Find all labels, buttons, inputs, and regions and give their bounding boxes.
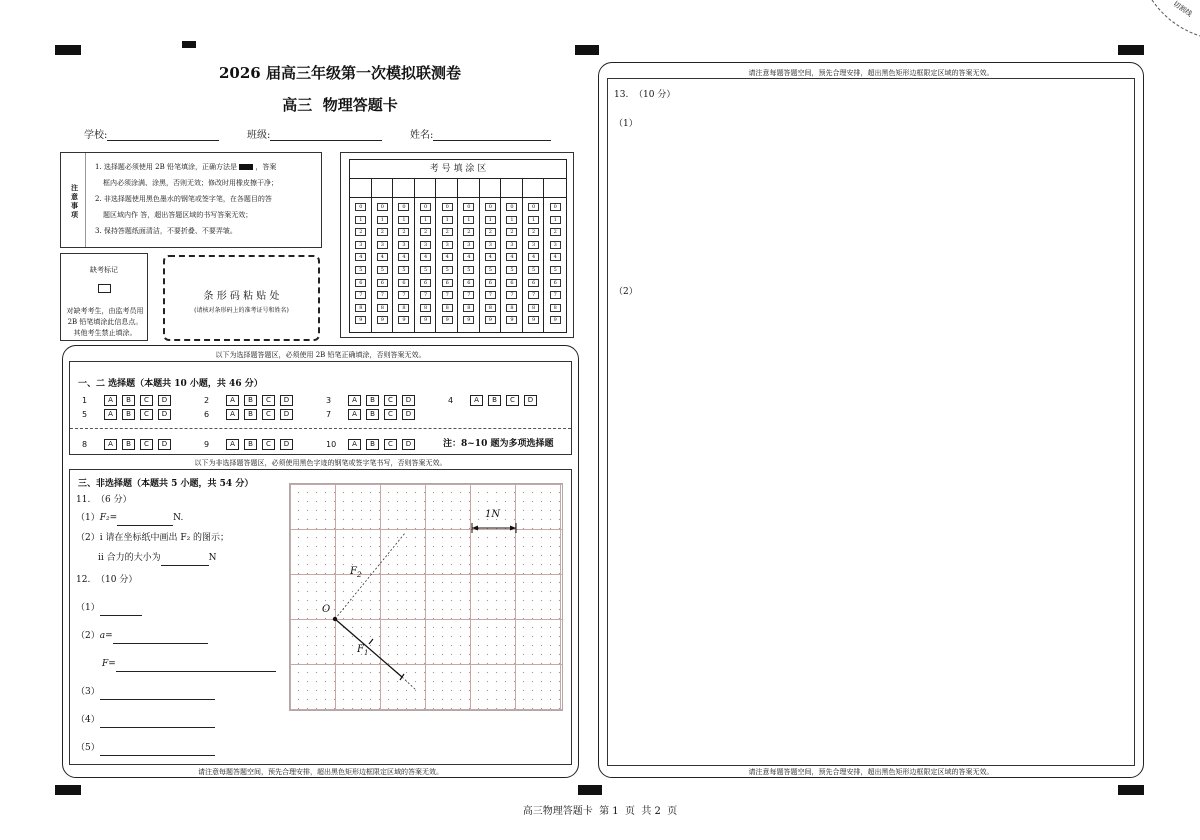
exam-id-bubble-4[interactable]: 4 bbox=[528, 253, 539, 261]
absent-title: 缺考标记 bbox=[90, 266, 118, 274]
exam-id-bubble-7[interactable]: 7 bbox=[485, 291, 496, 299]
q11-title: 11. （6 分） bbox=[76, 495, 132, 505]
exam-id-bubble-7[interactable]: 7 bbox=[528, 291, 539, 299]
multi-choice-note: 注：8~10 题为多项选择题 bbox=[443, 439, 554, 449]
origin-label: O bbox=[322, 604, 331, 615]
exam-id-bubble-9[interactable]: 9 bbox=[398, 316, 409, 324]
choice-option-d[interactable]: D bbox=[402, 395, 415, 406]
exam-id-write-cell[interactable] bbox=[501, 179, 522, 198]
choice-option-a[interactable]: A bbox=[226, 439, 239, 450]
f2-label: $F_2$ bbox=[350, 566, 362, 579]
school-field[interactable] bbox=[84, 126, 219, 141]
exam-id-bubble-6[interactable]: 6 bbox=[442, 279, 453, 287]
exam-id-column bbox=[393, 179, 415, 332]
exam-id-bubble-5[interactable]: 5 bbox=[442, 266, 453, 274]
f2-dashed-line bbox=[335, 533, 405, 619]
exam-id-bubble-9[interactable]: 9 bbox=[442, 316, 453, 324]
choice-question-number: 3 bbox=[326, 396, 332, 405]
exam-id-title: 考 号 填 涂 区 bbox=[350, 160, 566, 179]
force-diagram bbox=[290, 484, 562, 710]
exam-id-bubble-4[interactable]: 4 bbox=[355, 253, 366, 261]
exam-id-write-cell[interactable] bbox=[436, 179, 457, 198]
exam-id-bubble-7[interactable]: 7 bbox=[442, 291, 453, 299]
exam-id-write-cell[interactable] bbox=[480, 179, 501, 198]
exam-id-bubble-5[interactable]: 5 bbox=[420, 266, 431, 274]
exam-id-bubble-5[interactable]: 5 bbox=[528, 266, 539, 274]
choice-option-b[interactable]: B bbox=[366, 395, 379, 406]
exam-id-write-cell[interactable] bbox=[544, 179, 566, 198]
q11-part1: （1）F₂= N. bbox=[76, 510, 286, 530]
exam-id-column bbox=[415, 179, 437, 332]
exam-id-bubble-9[interactable]: 9 bbox=[485, 316, 496, 324]
q12-part1-blank[interactable] bbox=[100, 603, 142, 616]
absent-line-3: 其他考生禁止填涂。 bbox=[73, 329, 137, 337]
exam-id-bubble-6[interactable]: 6 bbox=[420, 279, 431, 287]
notes-box bbox=[60, 152, 322, 248]
exam-id-column bbox=[501, 179, 523, 332]
choice-divider bbox=[70, 428, 571, 429]
exam-id-write-cell[interactable] bbox=[393, 179, 414, 198]
exam-id-bubble-0[interactable]: 0 bbox=[442, 203, 453, 211]
exam-id-bubble-0[interactable]: 0 bbox=[550, 203, 561, 211]
choice-option-b[interactable]: B bbox=[366, 439, 379, 450]
choice-section bbox=[69, 361, 572, 455]
exam-id-bubble-0[interactable]: 0 bbox=[355, 203, 366, 211]
absent-checkbox[interactable] bbox=[98, 284, 111, 293]
exam-id-write-cell[interactable] bbox=[523, 179, 544, 198]
choice-option-c[interactable]: C bbox=[140, 409, 153, 420]
exam-id-bubble-8[interactable]: 8 bbox=[485, 304, 496, 312]
q13-part2: （2） bbox=[614, 287, 638, 297]
q12-part4: （4） bbox=[76, 712, 286, 740]
exam-id-bubble-3[interactable]: 3 bbox=[463, 241, 474, 249]
note-1a: 1. 选择题必须使用 2B 铅笔填涂，正确方法是 bbox=[95, 163, 237, 171]
exam-id-bubble-3[interactable]: 3 bbox=[398, 241, 409, 249]
absent-box bbox=[60, 253, 148, 341]
q12-part1: （1） bbox=[76, 600, 286, 628]
exam-id-bubble-7[interactable]: 7 bbox=[506, 291, 517, 299]
exam-id-bubble-2[interactable]: 2 bbox=[398, 228, 409, 236]
exam-id-column bbox=[350, 179, 372, 332]
exam-id-bubble-1[interactable]: 1 bbox=[485, 216, 496, 224]
q12-part3: （3） bbox=[76, 684, 286, 712]
exam-id-bubble-2[interactable]: 2 bbox=[420, 228, 431, 236]
choice-option-b[interactable]: B bbox=[488, 395, 501, 406]
note-1b: ，答案 bbox=[255, 163, 277, 171]
choice-option-c[interactable]: C bbox=[262, 439, 275, 450]
q11-part3: ii 合力的大小为 N bbox=[76, 550, 286, 572]
position-mark bbox=[1118, 785, 1144, 795]
choice-option-b[interactable]: B bbox=[244, 395, 257, 406]
q12-part5: （5） bbox=[76, 740, 286, 768]
cut-line-label: 切割线 bbox=[1171, 0, 1194, 19]
exam-id-bubble-9[interactable]: 9 bbox=[355, 316, 366, 324]
exam-id-column bbox=[458, 179, 480, 332]
exam-id-bubble-2[interactable]: 2 bbox=[550, 228, 561, 236]
note-2a: 2. 非选择题使用黑色墨水的钢笔或签字笔，在各题目的答 bbox=[95, 195, 272, 203]
choice-option-a[interactable]: A bbox=[348, 439, 361, 450]
exam-id-bubble-8[interactable]: 8 bbox=[377, 304, 388, 312]
q12-f-blank[interactable] bbox=[116, 659, 276, 672]
f1-dashed-extension bbox=[402, 677, 416, 690]
q12-title: 12. （10 分） bbox=[76, 575, 138, 585]
position-mark bbox=[578, 785, 602, 795]
q12-a-blank[interactable] bbox=[113, 631, 208, 644]
exam-id-bubble-3[interactable]: 3 bbox=[506, 241, 517, 249]
exam-id-bubble-6[interactable]: 6 bbox=[398, 279, 409, 287]
exam-id-bubble-6[interactable]: 6 bbox=[550, 279, 561, 287]
f1-end-tick bbox=[400, 674, 404, 680]
position-mark bbox=[55, 785, 81, 795]
choice-question bbox=[204, 395, 298, 406]
exam-id-bubble-1[interactable]: 1 bbox=[550, 216, 561, 224]
exam-id-bubble-4[interactable]: 4 bbox=[442, 253, 453, 261]
exam-id-bubble-2[interactable]: 2 bbox=[528, 228, 539, 236]
page-subtitle: 高三 物理答题卡 bbox=[282, 96, 398, 114]
exam-id-bubble-3[interactable]: 3 bbox=[528, 241, 539, 249]
choice-question bbox=[82, 409, 176, 420]
absent-line-2: 2B 铅笔填涂此信息点。 bbox=[67, 318, 143, 326]
exam-id-bubble-4[interactable]: 4 bbox=[463, 253, 474, 261]
barcode-subtitle: (请核对条形码上的准考证号和姓名) bbox=[194, 307, 289, 314]
notes-heading: 注意事项 bbox=[71, 183, 78, 219]
exam-id-bubble-0[interactable]: 0 bbox=[463, 203, 474, 211]
choice-option-a[interactable]: A bbox=[104, 439, 117, 450]
choice-option-a[interactable]: A bbox=[104, 395, 117, 406]
exam-id-bubble-6[interactable]: 6 bbox=[463, 279, 474, 287]
choice-question-number: 4 bbox=[448, 396, 454, 405]
exam-id-bubble-4[interactable]: 4 bbox=[506, 253, 517, 261]
barcode-area bbox=[163, 255, 320, 341]
f1-vector bbox=[335, 619, 402, 677]
choice-option-a[interactable]: A bbox=[348, 409, 361, 420]
exam-id-bubble-0[interactable]: 0 bbox=[506, 203, 517, 211]
exam-id-bubble-8[interactable]: 8 bbox=[355, 304, 366, 312]
exam-id-bubble-2[interactable]: 2 bbox=[377, 228, 388, 236]
exam-id-bubble-2[interactable]: 2 bbox=[463, 228, 474, 236]
exam-id-grid bbox=[350, 179, 566, 332]
name-label: 姓名: bbox=[410, 130, 434, 141]
choice-option-d[interactable]: D bbox=[158, 409, 171, 420]
exam-id-bubble-6[interactable]: 6 bbox=[506, 279, 517, 287]
choice-option-a[interactable]: A bbox=[226, 409, 239, 420]
f1-tick bbox=[369, 639, 373, 644]
exam-id-bubble-1[interactable]: 1 bbox=[528, 216, 539, 224]
note-2b: 题区域内作 答，超出答题区域的书写答案无效； bbox=[103, 211, 253, 219]
exam-id-bubble-5[interactable]: 5 bbox=[398, 266, 409, 274]
left-bottom-notice: 请注意每题答题空间，预先合理安排，超出黑色矩形边框限定区域的答案无效。 bbox=[198, 768, 443, 776]
choice-question bbox=[448, 395, 542, 406]
choice-option-c[interactable]: C bbox=[384, 409, 397, 420]
exam-id-bubble-2[interactable]: 2 bbox=[442, 228, 453, 236]
exam-id-bubble-2[interactable]: 2 bbox=[485, 228, 496, 236]
choice-question-number: 8 bbox=[82, 440, 88, 449]
exam-id-bubble-9[interactable]: 9 bbox=[506, 316, 517, 324]
exam-id-write-cell[interactable] bbox=[458, 179, 479, 198]
choice-option-d[interactable]: D bbox=[280, 409, 293, 420]
nonchoice-notice: 以下为非选择题答题区，必须使用黑色字迹的钢笔或签字笔书写，否则答案无效。 bbox=[194, 459, 447, 467]
exam-id-column bbox=[544, 179, 566, 332]
exam-id-bubble-9[interactable]: 9 bbox=[528, 316, 539, 324]
choice-question bbox=[204, 409, 298, 420]
choice-question-number: 9 bbox=[204, 440, 210, 449]
exam-id-bubble-1[interactable]: 1 bbox=[420, 216, 431, 224]
choice-option-b[interactable]: B bbox=[366, 409, 379, 420]
exam-id-bubble-3[interactable]: 3 bbox=[550, 241, 561, 249]
choice-section-title: 一、二 选择题（本题共 10 小题，共 46 分） bbox=[78, 379, 263, 389]
choice-option-d[interactable]: D bbox=[280, 439, 293, 450]
choice-option-b[interactable]: B bbox=[244, 409, 257, 420]
nonchoice-section-title: 三、非选择题（本题共 5 小题，共 54 分） bbox=[78, 479, 254, 489]
exam-id-bubble-8[interactable]: 8 bbox=[506, 304, 517, 312]
choice-question-number: 7 bbox=[326, 410, 332, 419]
choice-option-c[interactable]: C bbox=[384, 395, 397, 406]
choice-option-d[interactable]: D bbox=[280, 395, 293, 406]
exam-id-bubble-9[interactable]: 9 bbox=[463, 316, 474, 324]
exam-id-bubble-2[interactable]: 2 bbox=[355, 228, 366, 236]
choice-option-d[interactable]: D bbox=[402, 409, 415, 420]
note-1c: 框内必须涂满、涂黑，否则无效；修改时用橡皮擦干净； bbox=[103, 179, 278, 187]
exam-id-bubble-8[interactable]: 8 bbox=[550, 304, 561, 312]
class-field[interactable] bbox=[247, 126, 382, 141]
exam-id-bubble-3[interactable]: 3 bbox=[442, 241, 453, 249]
exam-id-bubble-5[interactable]: 5 bbox=[463, 266, 474, 274]
choice-option-a[interactable]: A bbox=[104, 409, 117, 420]
choice-option-c[interactable]: C bbox=[262, 395, 275, 406]
right-bottom-notice: 请注意每题答题空间，预先合理安排，超出黑色矩形边框限定区域的答案无效。 bbox=[748, 768, 994, 776]
choice-question bbox=[326, 395, 420, 406]
choice-option-b[interactable]: B bbox=[122, 439, 135, 450]
choice-question-number: 10 bbox=[326, 440, 337, 449]
position-mark bbox=[182, 41, 196, 48]
exam-id-bubble-0[interactable]: 0 bbox=[398, 203, 409, 211]
q12-part2: （2）a= bbox=[76, 628, 286, 656]
answer-area-left bbox=[62, 345, 579, 778]
exam-id-bubble-0[interactable]: 0 bbox=[485, 203, 496, 211]
notes-divider bbox=[85, 153, 86, 247]
choice-top-notice: 以下为选择题答题区，必须使用 2B 铅笔正确填涂，否则答案无效。 bbox=[215, 351, 426, 359]
exam-id-bubble-6[interactable]: 6 bbox=[355, 279, 366, 287]
exam-id-bubble-5[interactable]: 5 bbox=[377, 266, 388, 274]
exam-id-bubble-6[interactable]: 6 bbox=[528, 279, 539, 287]
exam-id-bubble-4[interactable]: 4 bbox=[377, 253, 388, 261]
school-label: 学校: bbox=[84, 130, 108, 141]
q12-part2-f: F= bbox=[76, 656, 286, 684]
exam-id-bubble-1[interactable]: 1 bbox=[463, 216, 474, 224]
choice-option-a[interactable]: A bbox=[470, 395, 483, 406]
exam-id-bubble-4[interactable]: 4 bbox=[485, 253, 496, 261]
barcode-title: 条 形 码 粘 贴 处 bbox=[203, 291, 280, 302]
exam-id-bubble-9[interactable]: 9 bbox=[550, 316, 561, 324]
exam-id-bubble-8[interactable]: 8 bbox=[420, 304, 431, 312]
exam-id-bubble-0[interactable]: 0 bbox=[420, 203, 431, 211]
exam-id-bubble-6[interactable]: 6 bbox=[377, 279, 388, 287]
exam-id-bubble-6[interactable]: 6 bbox=[485, 279, 496, 287]
exam-id-bubble-1[interactable]: 1 bbox=[355, 216, 366, 224]
exam-id-bubble-5[interactable]: 5 bbox=[485, 266, 496, 274]
q13-part1: （1） bbox=[614, 119, 638, 129]
exam-id-bubble-8[interactable]: 8 bbox=[398, 304, 409, 312]
answer-area-right bbox=[598, 62, 1144, 778]
exam-id-bubble-5[interactable]: 5 bbox=[506, 266, 517, 274]
position-mark bbox=[55, 45, 81, 55]
exam-id-bubble-0[interactable]: 0 bbox=[528, 203, 539, 211]
exam-id-bubble-5[interactable]: 5 bbox=[550, 266, 561, 274]
exam-id-bubble-7[interactable]: 7 bbox=[377, 291, 388, 299]
exam-id-box bbox=[340, 152, 574, 338]
right-top-notice: 请注意每题答题空间，预先合理安排，超出黑色矩形边框限定区域的答案无效。 bbox=[748, 69, 994, 77]
f1-label: $F_1$ bbox=[357, 644, 369, 657]
exam-id-bubble-4[interactable]: 4 bbox=[398, 253, 409, 261]
exam-id-bubble-3[interactable]: 3 bbox=[377, 241, 388, 249]
exam-id-bubble-1[interactable]: 1 bbox=[442, 216, 453, 224]
exam-id-bubble-7[interactable]: 7 bbox=[463, 291, 474, 299]
filled-mark-sample bbox=[239, 164, 253, 170]
exam-id-bubble-7[interactable]: 7 bbox=[550, 291, 561, 299]
choice-option-c[interactable]: C bbox=[140, 395, 153, 406]
exam-id-bubble-7[interactable]: 7 bbox=[398, 291, 409, 299]
exam-id-write-cell[interactable] bbox=[350, 179, 371, 198]
q11-part2: （2）i 请在坐标纸中画出 F₂ 的图示； bbox=[76, 533, 230, 543]
absent-line-1: 对缺考考生，由监考员用 bbox=[66, 307, 144, 315]
choice-option-d[interactable]: D bbox=[524, 395, 537, 406]
choice-question bbox=[82, 439, 176, 450]
choice-question bbox=[82, 395, 176, 406]
q13-answer-box[interactable] bbox=[607, 78, 1135, 766]
q12-part4-blank[interactable] bbox=[100, 715, 215, 728]
class-label: 班级: bbox=[247, 130, 271, 141]
exam-id-bubble-8[interactable]: 8 bbox=[442, 304, 453, 312]
exam-id-bubble-9[interactable]: 9 bbox=[377, 316, 388, 324]
q12-part3-blank[interactable] bbox=[100, 687, 215, 700]
exam-id-bubble-7[interactable]: 7 bbox=[355, 291, 366, 299]
exam-id-bubble-8[interactable]: 8 bbox=[463, 304, 474, 312]
origin-point bbox=[333, 617, 337, 621]
exam-id-bubble-4[interactable]: 4 bbox=[550, 253, 561, 261]
scale-label: 1N bbox=[485, 509, 501, 520]
q13-title: 13. （10 分） bbox=[614, 90, 676, 100]
page-footer: 高三物理答题卡 第 1 页 共 2 页 bbox=[522, 806, 678, 817]
exam-id-column bbox=[480, 179, 502, 332]
name-field[interactable] bbox=[410, 126, 551, 141]
choice-option-c[interactable]: C bbox=[140, 439, 153, 450]
choice-question bbox=[204, 439, 298, 450]
exam-id-bubble-5[interactable]: 5 bbox=[355, 266, 366, 274]
exam-id-column bbox=[372, 179, 394, 332]
choice-question bbox=[326, 439, 420, 450]
exam-id-bubble-8[interactable]: 8 bbox=[528, 304, 539, 312]
q12-part5-blank[interactable] bbox=[100, 743, 215, 756]
nonchoice-section bbox=[69, 469, 572, 765]
choice-option-c[interactable]: C bbox=[384, 439, 397, 450]
choice-option-b[interactable]: B bbox=[122, 409, 135, 420]
exam-id-bubble-7[interactable]: 7 bbox=[420, 291, 431, 299]
position-mark bbox=[1118, 45, 1144, 55]
choice-option-a[interactable]: A bbox=[348, 395, 361, 406]
choice-question-number: 2 bbox=[204, 396, 210, 405]
q11-f2-blank[interactable] bbox=[117, 513, 173, 526]
exam-id-bubble-1[interactable]: 1 bbox=[398, 216, 409, 224]
choice-option-d[interactable]: D bbox=[402, 439, 415, 450]
exam-id-bubble-2[interactable]: 2 bbox=[506, 228, 517, 236]
q11-resultant-blank[interactable] bbox=[161, 553, 209, 566]
page-title: 2026 届高三年级第一次模拟联测卷 bbox=[219, 64, 461, 82]
graph-paper[interactable] bbox=[289, 483, 563, 711]
choice-question-number: 5 bbox=[82, 410, 88, 419]
exam-id-write-cell[interactable] bbox=[415, 179, 436, 198]
exam-id-column bbox=[436, 179, 458, 332]
exam-id-bubble-3[interactable]: 3 bbox=[485, 241, 496, 249]
exam-id-bubble-3[interactable]: 3 bbox=[420, 241, 431, 249]
choice-option-b[interactable]: B bbox=[244, 439, 257, 450]
exam-id-bubble-1[interactable]: 1 bbox=[506, 216, 517, 224]
note-3: 3. 保持答题纸面清洁，不要折叠、不要弄皱。 bbox=[95, 227, 237, 235]
choice-option-d[interactable]: D bbox=[158, 395, 171, 406]
exam-id-bubble-0[interactable]: 0 bbox=[377, 203, 388, 211]
exam-id-bubble-3[interactable]: 3 bbox=[355, 241, 366, 249]
choice-question-number: 6 bbox=[204, 410, 210, 419]
choice-option-c[interactable]: C bbox=[506, 395, 519, 406]
choice-question bbox=[326, 409, 420, 420]
exam-id-column bbox=[523, 179, 545, 332]
exam-id-bubble-4[interactable]: 4 bbox=[420, 253, 431, 261]
choice-question-number: 1 bbox=[82, 396, 88, 405]
position-mark bbox=[575, 45, 599, 55]
choice-option-c[interactable]: C bbox=[262, 409, 275, 420]
exam-id-bubble-9[interactable]: 9 bbox=[420, 316, 431, 324]
exam-id-write-cell[interactable] bbox=[372, 179, 393, 198]
choice-option-d[interactable]: D bbox=[158, 439, 171, 450]
choice-option-a[interactable]: A bbox=[226, 395, 239, 406]
choice-option-b[interactable]: B bbox=[122, 395, 135, 406]
exam-id-bubble-1[interactable]: 1 bbox=[377, 216, 388, 224]
